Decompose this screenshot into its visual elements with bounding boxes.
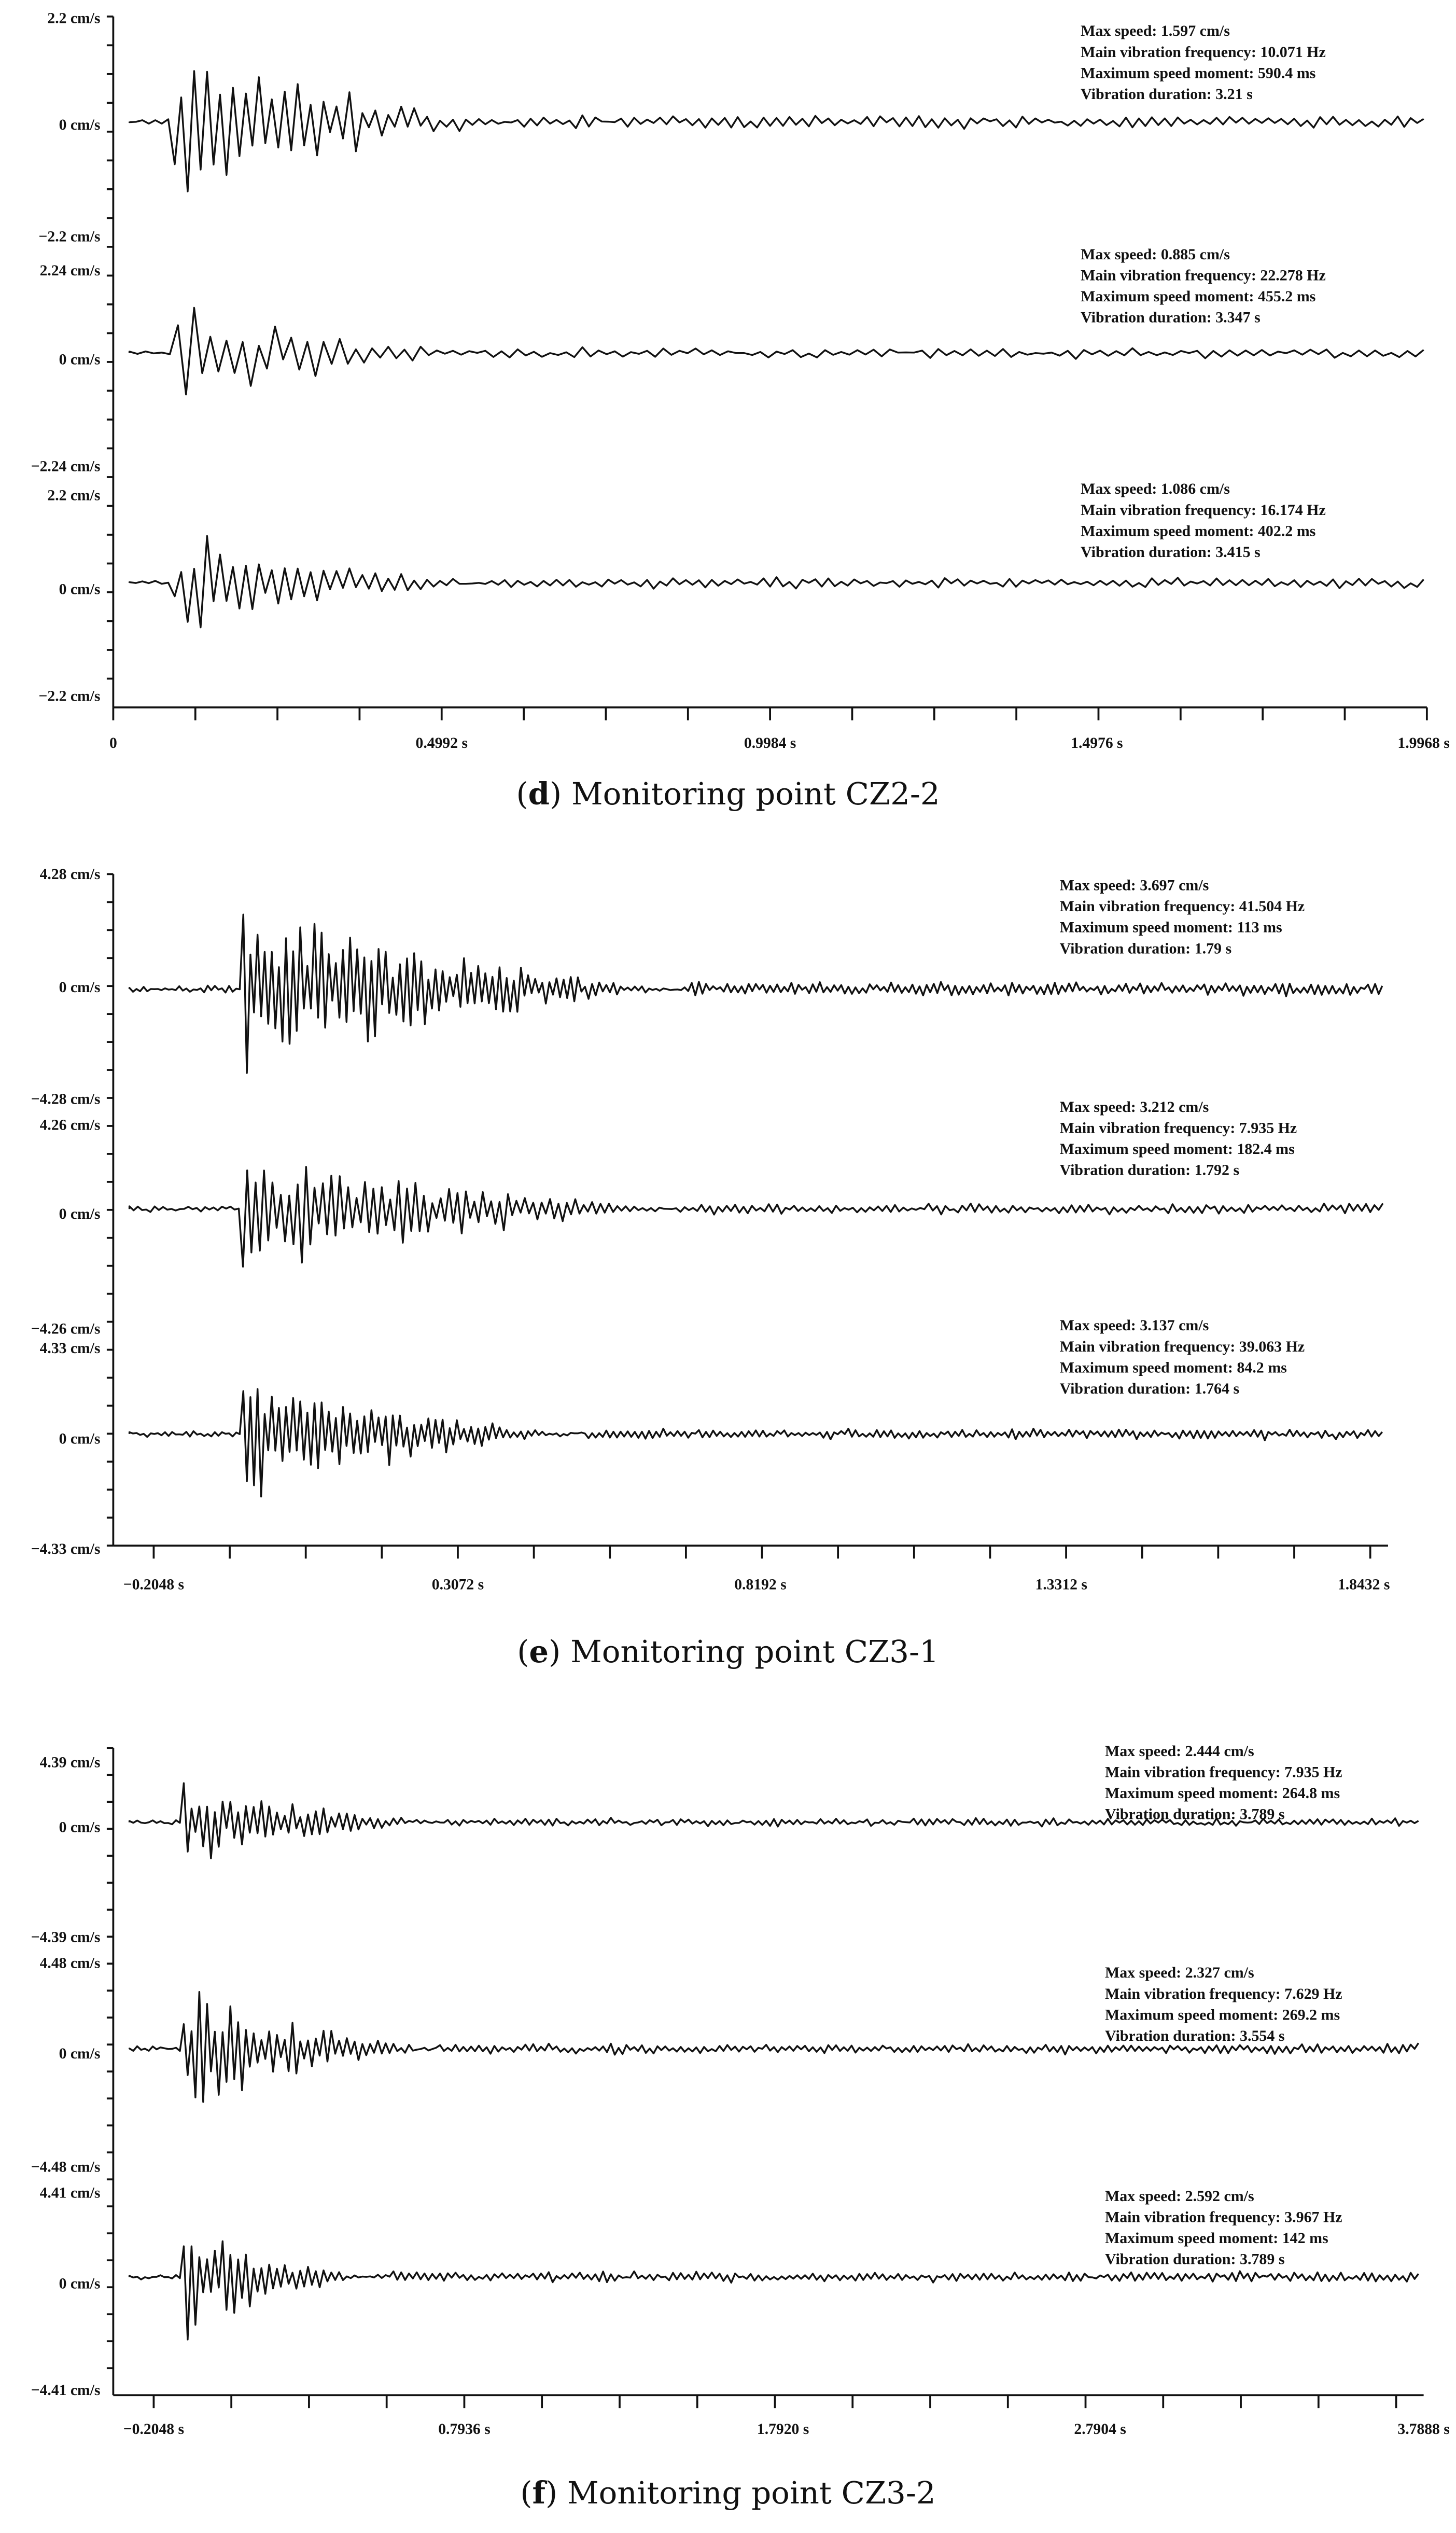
y-tick-label: −2.2 cm/s: [38, 688, 101, 705]
x-tick-label: 0.4992 s: [415, 735, 468, 752]
trace-info-line: Main vibration frequency: 3.967 Hz: [1104, 2208, 1342, 2226]
trace-3: [31, 1317, 1382, 1557]
x-tick-label: 0.9984 s: [744, 735, 796, 752]
x-tick-label: 0.8192 s: [734, 1576, 787, 1593]
trace-info-line: Vibration duration: 1.792 s: [1059, 1161, 1240, 1179]
panel-caption: (f) Monitoring point CZ3-2: [520, 2474, 936, 2511]
y-tick-label: 2.2 cm/s: [47, 487, 101, 504]
x-tick-label: 0.3072 s: [431, 1576, 484, 1593]
trace-info-line: Vibration duration: 3.347 s: [1081, 309, 1261, 326]
y-tick-label: 0 cm/s: [59, 581, 101, 598]
trace-3: [31, 2185, 1419, 2399]
trace-info-line: Maximum speed moment: 142 ms: [1104, 2229, 1328, 2247]
y-tick-label: 4.41 cm/s: [39, 2184, 101, 2202]
y-tick-label: −4.26 cm/s: [31, 1320, 101, 1338]
trace-info-line: Maximum speed moment: 402.2 ms: [1081, 522, 1316, 540]
y-tick-label: −2.24 cm/s: [31, 458, 101, 475]
caption-text: Monitoring point CZ3-2: [557, 2475, 936, 2511]
velocity-waveform: [130, 914, 1382, 1073]
chart-panel-d: [31, 10, 1450, 812]
trace-info-line: Main vibration frequency: 7.935 Hz: [1104, 1763, 1342, 1781]
trace-info-line: Main vibration frequency: 7.935 Hz: [1059, 1119, 1297, 1137]
y-tick-label: −4.33 cm/s: [31, 1540, 101, 1557]
panel-caption: (d) Monitoring point CZ2-2: [516, 775, 940, 812]
trace-info-line: Vibration duration: 1.79 s: [1059, 940, 1232, 957]
x-tick-label: 1.8432 s: [1337, 1576, 1390, 1593]
trace-info-line: Main vibration frequency: 41.504 Hz: [1059, 898, 1305, 915]
trace-info-line: Maximum speed moment: 264.8 ms: [1104, 1784, 1340, 1802]
trace-info-line: Vibration duration: 3.789 s: [1104, 2250, 1285, 2268]
trace-info-line: Max speed: 2.327 cm/s: [1104, 1964, 1254, 1982]
y-tick-label: 2.2 cm/s: [47, 10, 101, 27]
trace-info-line: Maximum speed moment: 113 ms: [1059, 918, 1282, 936]
x-tick-label: −0.2048 s: [123, 1576, 185, 1593]
y-tick-label: 0 cm/s: [59, 2045, 101, 2063]
trace-info-line: Maximum speed moment: 455.2 ms: [1081, 287, 1316, 305]
y-tick-label: −4.41 cm/s: [31, 2382, 101, 2399]
trace-info-line: Vibration duration: 3.21 s: [1081, 85, 1253, 103]
trace-info-line: Max speed: 3.137 cm/s: [1059, 1317, 1209, 1334]
x-tick-label: 3.7888 s: [1397, 2421, 1450, 2438]
trace-info-line: Maximum speed moment: 84.2 ms: [1059, 1359, 1287, 1376]
chart-panel-e: [31, 866, 1390, 1669]
caption-letter: f: [532, 2474, 546, 2511]
caption-letter: e: [529, 1633, 549, 1669]
x-tick-label: 1.7920 s: [757, 2421, 809, 2438]
y-tick-label: 4.39 cm/s: [39, 1754, 101, 1771]
x-tick-label: 0: [109, 735, 117, 752]
x-tick-label: −0.2048 s: [123, 2421, 185, 2438]
y-tick-label: 4.48 cm/s: [39, 1955, 101, 1972]
trace-info-line: Main vibration frequency: 10.071 Hz: [1081, 43, 1326, 61]
trace-2: [31, 246, 1424, 475]
velocity-waveform: [130, 1167, 1383, 1267]
y-tick-label: 0 cm/s: [59, 1430, 101, 1448]
trace-info-line: Max speed: 1.597 cm/s: [1081, 22, 1230, 40]
trace-info-line: Vibration duration: 1.764 s: [1059, 1380, 1240, 1397]
x-tick-label: 1.4976 s: [1071, 735, 1123, 752]
trace-info-line: Main vibration frequency: 16.174 Hz: [1081, 501, 1326, 519]
x-tick-label: 1.9968 s: [1397, 735, 1450, 752]
trace-info-line: Maximum speed moment: 590.4 ms: [1081, 64, 1316, 82]
trace-info-line: Max speed: 1.086 cm/s: [1081, 480, 1230, 498]
trace-info-line: Vibration duration: 3.554 s: [1104, 2027, 1285, 2044]
trace-info-line: Max speed: 3.697 cm/s: [1059, 876, 1209, 894]
y-tick-label: −4.48 cm/s: [31, 2159, 101, 2176]
trace-2: [31, 1955, 1419, 2176]
x-tick-label: 1.3312 s: [1035, 1576, 1087, 1593]
trace-info-line: Main vibration frequency: 22.278 Hz: [1081, 267, 1326, 284]
y-tick-label: 0 cm/s: [59, 351, 101, 368]
y-tick-label: 4.28 cm/s: [39, 866, 101, 883]
trace-info-line: Maximum speed moment: 182.4 ms: [1059, 1140, 1295, 1158]
trace-info-line: Vibration duration: 3.789 s: [1104, 1805, 1285, 1823]
trace-info-line: Maximum speed moment: 269.2 ms: [1104, 2006, 1340, 2024]
y-tick-label: 4.33 cm/s: [39, 1340, 101, 1357]
velocity-waveform: [130, 1389, 1382, 1496]
caption-text: Monitoring point CZ2-2: [562, 776, 940, 812]
y-tick-label: −4.28 cm/s: [31, 1091, 101, 1108]
y-tick-label: 0 cm/s: [59, 117, 101, 134]
panel-caption: (e) Monitoring point CZ3-1: [517, 1633, 939, 1669]
y-tick-label: −4.39 cm/s: [31, 1929, 101, 1946]
trace-2: [31, 1098, 1383, 1337]
x-tick-label: 0.7936 s: [438, 2421, 491, 2438]
y-tick-label: −2.2 cm/s: [38, 228, 101, 245]
y-tick-label: 2.24 cm/s: [39, 262, 101, 279]
y-tick-label: 0 cm/s: [59, 1819, 101, 1836]
trace-1: [39, 10, 1424, 245]
trace-info-line: Main vibration frequency: 7.629 Hz: [1104, 1985, 1342, 2002]
trace-1: [31, 866, 1382, 1108]
caption-letter: d: [528, 775, 550, 812]
trace-1: [31, 1743, 1419, 1946]
y-tick-label: 0 cm/s: [59, 979, 101, 996]
y-tick-label: 0 cm/s: [59, 2275, 101, 2292]
y-tick-label: 0 cm/s: [59, 1205, 101, 1222]
trace-info-line: Main vibration frequency: 39.063 Hz: [1059, 1338, 1305, 1355]
trace-info-line: Max speed: 2.592 cm/s: [1104, 2187, 1254, 2205]
trace-info-line: Max speed: 3.212 cm/s: [1059, 1098, 1209, 1116]
trace-info-line: Max speed: 0.885 cm/s: [1081, 245, 1230, 263]
x-tick-label: 2.7904 s: [1074, 2421, 1126, 2438]
caption-text: Monitoring point CZ3-1: [561, 1633, 939, 1669]
trace-3: [39, 480, 1424, 704]
chart-panel-f: [31, 1743, 1450, 2511]
trace-info-line: Vibration duration: 3.415 s: [1081, 543, 1261, 561]
y-tick-label: 4.26 cm/s: [39, 1117, 101, 1134]
trace-info-line: Max speed: 2.444 cm/s: [1104, 1742, 1254, 1760]
